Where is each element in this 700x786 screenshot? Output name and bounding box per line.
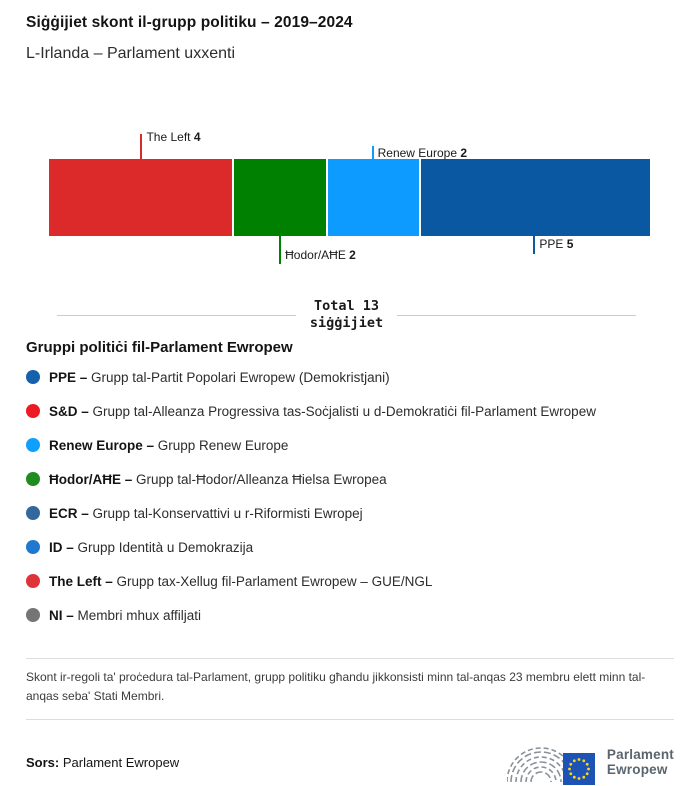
callout-tick <box>140 134 142 159</box>
legend-item <box>0 394 700 428</box>
legend-color-dot <box>26 438 40 452</box>
total-seats-line1: Total 13 <box>313 298 380 314</box>
legend-label: Renew Europe – Grupp Renew Europe <box>49 437 289 453</box>
legend-color-dot <box>26 574 40 588</box>
divider-line-left <box>57 315 296 316</box>
callout-label: The Left 4 <box>146 130 201 144</box>
callout-label: PPE 5 <box>539 237 574 251</box>
callout-tick <box>533 236 535 254</box>
callout-label: Renew Europe 2 <box>377 146 468 160</box>
bar-segment-ppe <box>421 159 650 236</box>
bar-segment-renew-europe <box>328 159 420 236</box>
legend-label: ECR – Grupp tal-Konservattivi u r-Riformisti Ewropej <box>49 505 363 521</box>
source-label: Sors: <box>26 754 60 770</box>
legend-heading: Gruppi politiċi fil-Parlament Ewropew <box>26 339 293 356</box>
legend-item <box>0 428 700 462</box>
legend-label: S&D – Grupp tal-Alleanza Progressiva tas-Soċjalisti u d-Demokratiċi fil-Parlament Ewropew <box>49 403 596 419</box>
callout-tick <box>279 236 281 264</box>
page-title: Siġġijiet skont il-grupp politiku – 2019–2024 <box>26 14 353 31</box>
legend-item <box>0 360 700 394</box>
hemicycle-eu-flag-icon <box>507 738 599 786</box>
logo-text-line1: Parlament <box>606 747 674 762</box>
legend-color-dot <box>26 472 40 486</box>
footer-bottom-row <box>26 738 674 786</box>
total-seats-label <box>296 298 397 332</box>
logo-text <box>607 747 674 777</box>
footnote: Skont ir-regoli ta' proċedura tal-Parlament, grupp politiku għandu jikkonsisti minn tal-anqas 23 membru elett minn tal-anqas seba' Stati Membri. <box>26 670 646 703</box>
legend-label: Ħodor/AĦE – Grupp tal-Ħodor/Alleanza Ħielsa Ewropea <box>49 471 387 487</box>
header <box>0 0 700 63</box>
legend-label: The Left – Grupp tax-Xellug fil-Parlament Ewropew – GUE/NGL <box>49 573 433 589</box>
divider-line-right <box>397 315 636 316</box>
legend-list <box>0 360 700 632</box>
seats-stacked-bar-chart <box>0 63 700 286</box>
bar-segment--odor-a-e <box>234 159 326 236</box>
legend-label: NI – Membri mhux affiljati <box>49 607 202 623</box>
bar-segment-the-left <box>49 159 232 236</box>
legend-label: ID – Grupp Identità u Demokrazija <box>49 539 254 555</box>
page-subtitle: L-Irlanda – Parlament uxxenti <box>26 45 235 62</box>
european-parliament-logo <box>507 738 674 786</box>
total-divider <box>57 298 636 332</box>
legend-color-dot <box>26 506 40 520</box>
legend-label: PPE – Grupp tal-Partit Popolari Ewropew (Demokristjani) <box>49 369 390 385</box>
footer-divider-top <box>26 658 674 659</box>
source-line <box>26 755 179 770</box>
logo-text-line2: Ewropew <box>606 762 668 777</box>
legend-color-dot <box>26 370 40 384</box>
legend-item <box>0 462 700 496</box>
legend-item <box>0 598 700 632</box>
legend-item <box>0 496 700 530</box>
callout-tick <box>372 146 374 159</box>
footer-divider-bottom <box>26 719 674 720</box>
legend-item <box>0 530 700 564</box>
total-seats-line2: siġġijiet <box>309 315 384 331</box>
legend-color-dot <box>26 404 40 418</box>
legend-item <box>0 564 700 598</box>
stacked-bar <box>49 159 650 236</box>
callout-label: Ħodor/AĦE 2 <box>285 248 356 262</box>
source-value: Parlament Ewropew <box>62 754 180 770</box>
legend-color-dot <box>26 608 40 622</box>
legend-color-dot <box>26 540 40 554</box>
